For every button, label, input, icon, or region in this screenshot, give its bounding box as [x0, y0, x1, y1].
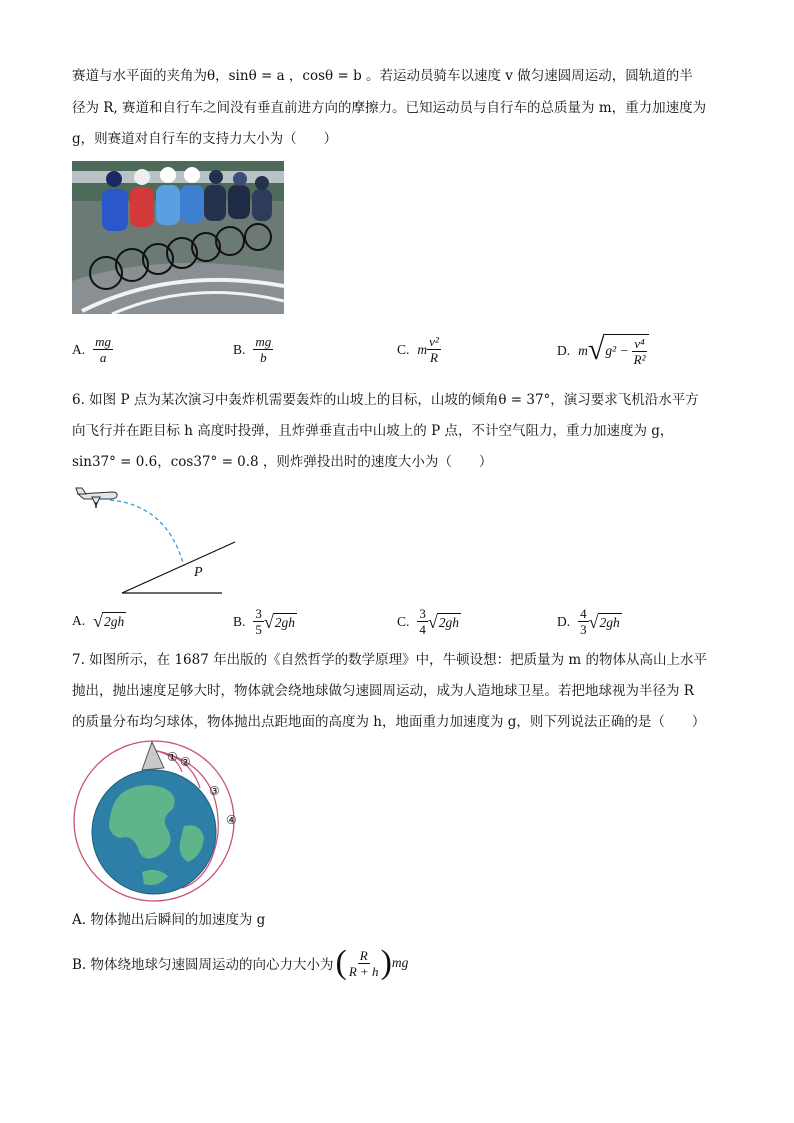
earth-icon — [92, 770, 216, 894]
orbit-label-1: ① — [167, 750, 178, 764]
q5-line-2: 径为 R, 赛道和自行车之间没有垂直前进方向的摩擦力。已知运动员与自行车的总质量为 m，重力加速度为 — [72, 100, 707, 116]
point-p-label: P — [194, 565, 203, 580]
q6-line-1: 6. 如图 P 点为某次演习中轰炸机需要轰炸的山坡上的目标，山坡的倾角θ = 37°，演习要求飞机沿水平方 — [72, 392, 699, 408]
q7-option-a[interactable]: A. 物体抛出后瞬间的加速度为 g — [72, 912, 266, 928]
newton-cannon-diagram — [72, 738, 248, 904]
q5-option-c-fraction: $\frac{\text{v²}}{R}$ — [429, 334, 439, 365]
bomb-trajectory — [110, 500, 184, 566]
q6-option-d[interactable]: D. $\frac{4}{3}$ √ 2gh — [557, 606, 620, 637]
orbit-label-4: ④ — [226, 813, 237, 827]
q5-option-d-sqrt: √ g² − $\frac{\text{v⁴}}{\text{R²}}$ — [588, 334, 650, 367]
q6-line-3: sin37° = 0.6，cos37° = 0.8 ，则炸弹投出时的速度大小为（ ） — [72, 454, 493, 470]
q5-option-d[interactable]: D. m √ g² − $\frac{\text{v⁴}}{\text{R²}}$ — [557, 334, 649, 367]
q6-line-2: 向飞行并在距目标 h 高度时投弹，且炸弹垂直击中山坡上的 P 点，不计空气阻力，重力加速度为 g， — [72, 423, 674, 439]
orbit-label-3: ③ — [209, 784, 220, 798]
q6-option-b[interactable]: B. $\frac{3}{5}$ √ 2gh — [233, 606, 296, 637]
q5-option-b[interactable]: B. $\frac{mg}{b}$ — [233, 334, 272, 365]
q5-option-a[interactable]: A. $\frac{mg}{a}$ — [72, 334, 112, 365]
slope-line — [122, 542, 235, 593]
q5-line-3: g，则赛道对自行车的支持力大小为（ ） — [72, 131, 338, 147]
orbit-label-2: ② — [180, 755, 191, 769]
cyclists-photo — [72, 161, 284, 314]
bomber-slope-diagram — [72, 480, 252, 600]
q5-option-b-fraction: $\frac{mg}{b}$ — [255, 334, 272, 365]
q7-line-1: 7. 如图所示，在 1687 年出版的《自然哲学的数学原理》中，牛顿设想：把质量为 m 的物体从高山上水平 — [72, 652, 707, 668]
q6-option-c[interactable]: C. $\frac{3}{4}$ √ 2gh — [397, 606, 460, 637]
mountain-icon — [142, 742, 164, 770]
q7-option-b[interactable]: B. 物体绕地球匀速圆周运动的向心力大小为 ( $\frac{R}{R + h}$ ) mg — [72, 944, 409, 981]
q7-line-2: 抛出，抛出速度足够大时，物体就会绕地球做匀速圆周运动，成为人造地球卫星。若把地球视为半径为 R — [72, 683, 694, 699]
q5-option-c[interactable]: C. m $\frac{\text{v²}}{R}$ — [397, 334, 439, 365]
q5-option-a-fraction: $\frac{mg}{a}$ — [95, 334, 112, 365]
q7-line-3: 的质量分布均匀球体，物体抛出点距地面的高度为 h，地面重力加速度为 g，则下列说法正确的是（ ） — [72, 714, 706, 730]
q6-option-a[interactable]: A. √ 2gh — [72, 611, 125, 631]
q5-line-1: 赛道与水平面的夹角为θ，sinθ = a ，cosθ = b 。若运动员骑车以速度 v 做匀速圆周运动，圆轨道的半 — [72, 68, 693, 84]
airplane-icon — [76, 488, 117, 508]
